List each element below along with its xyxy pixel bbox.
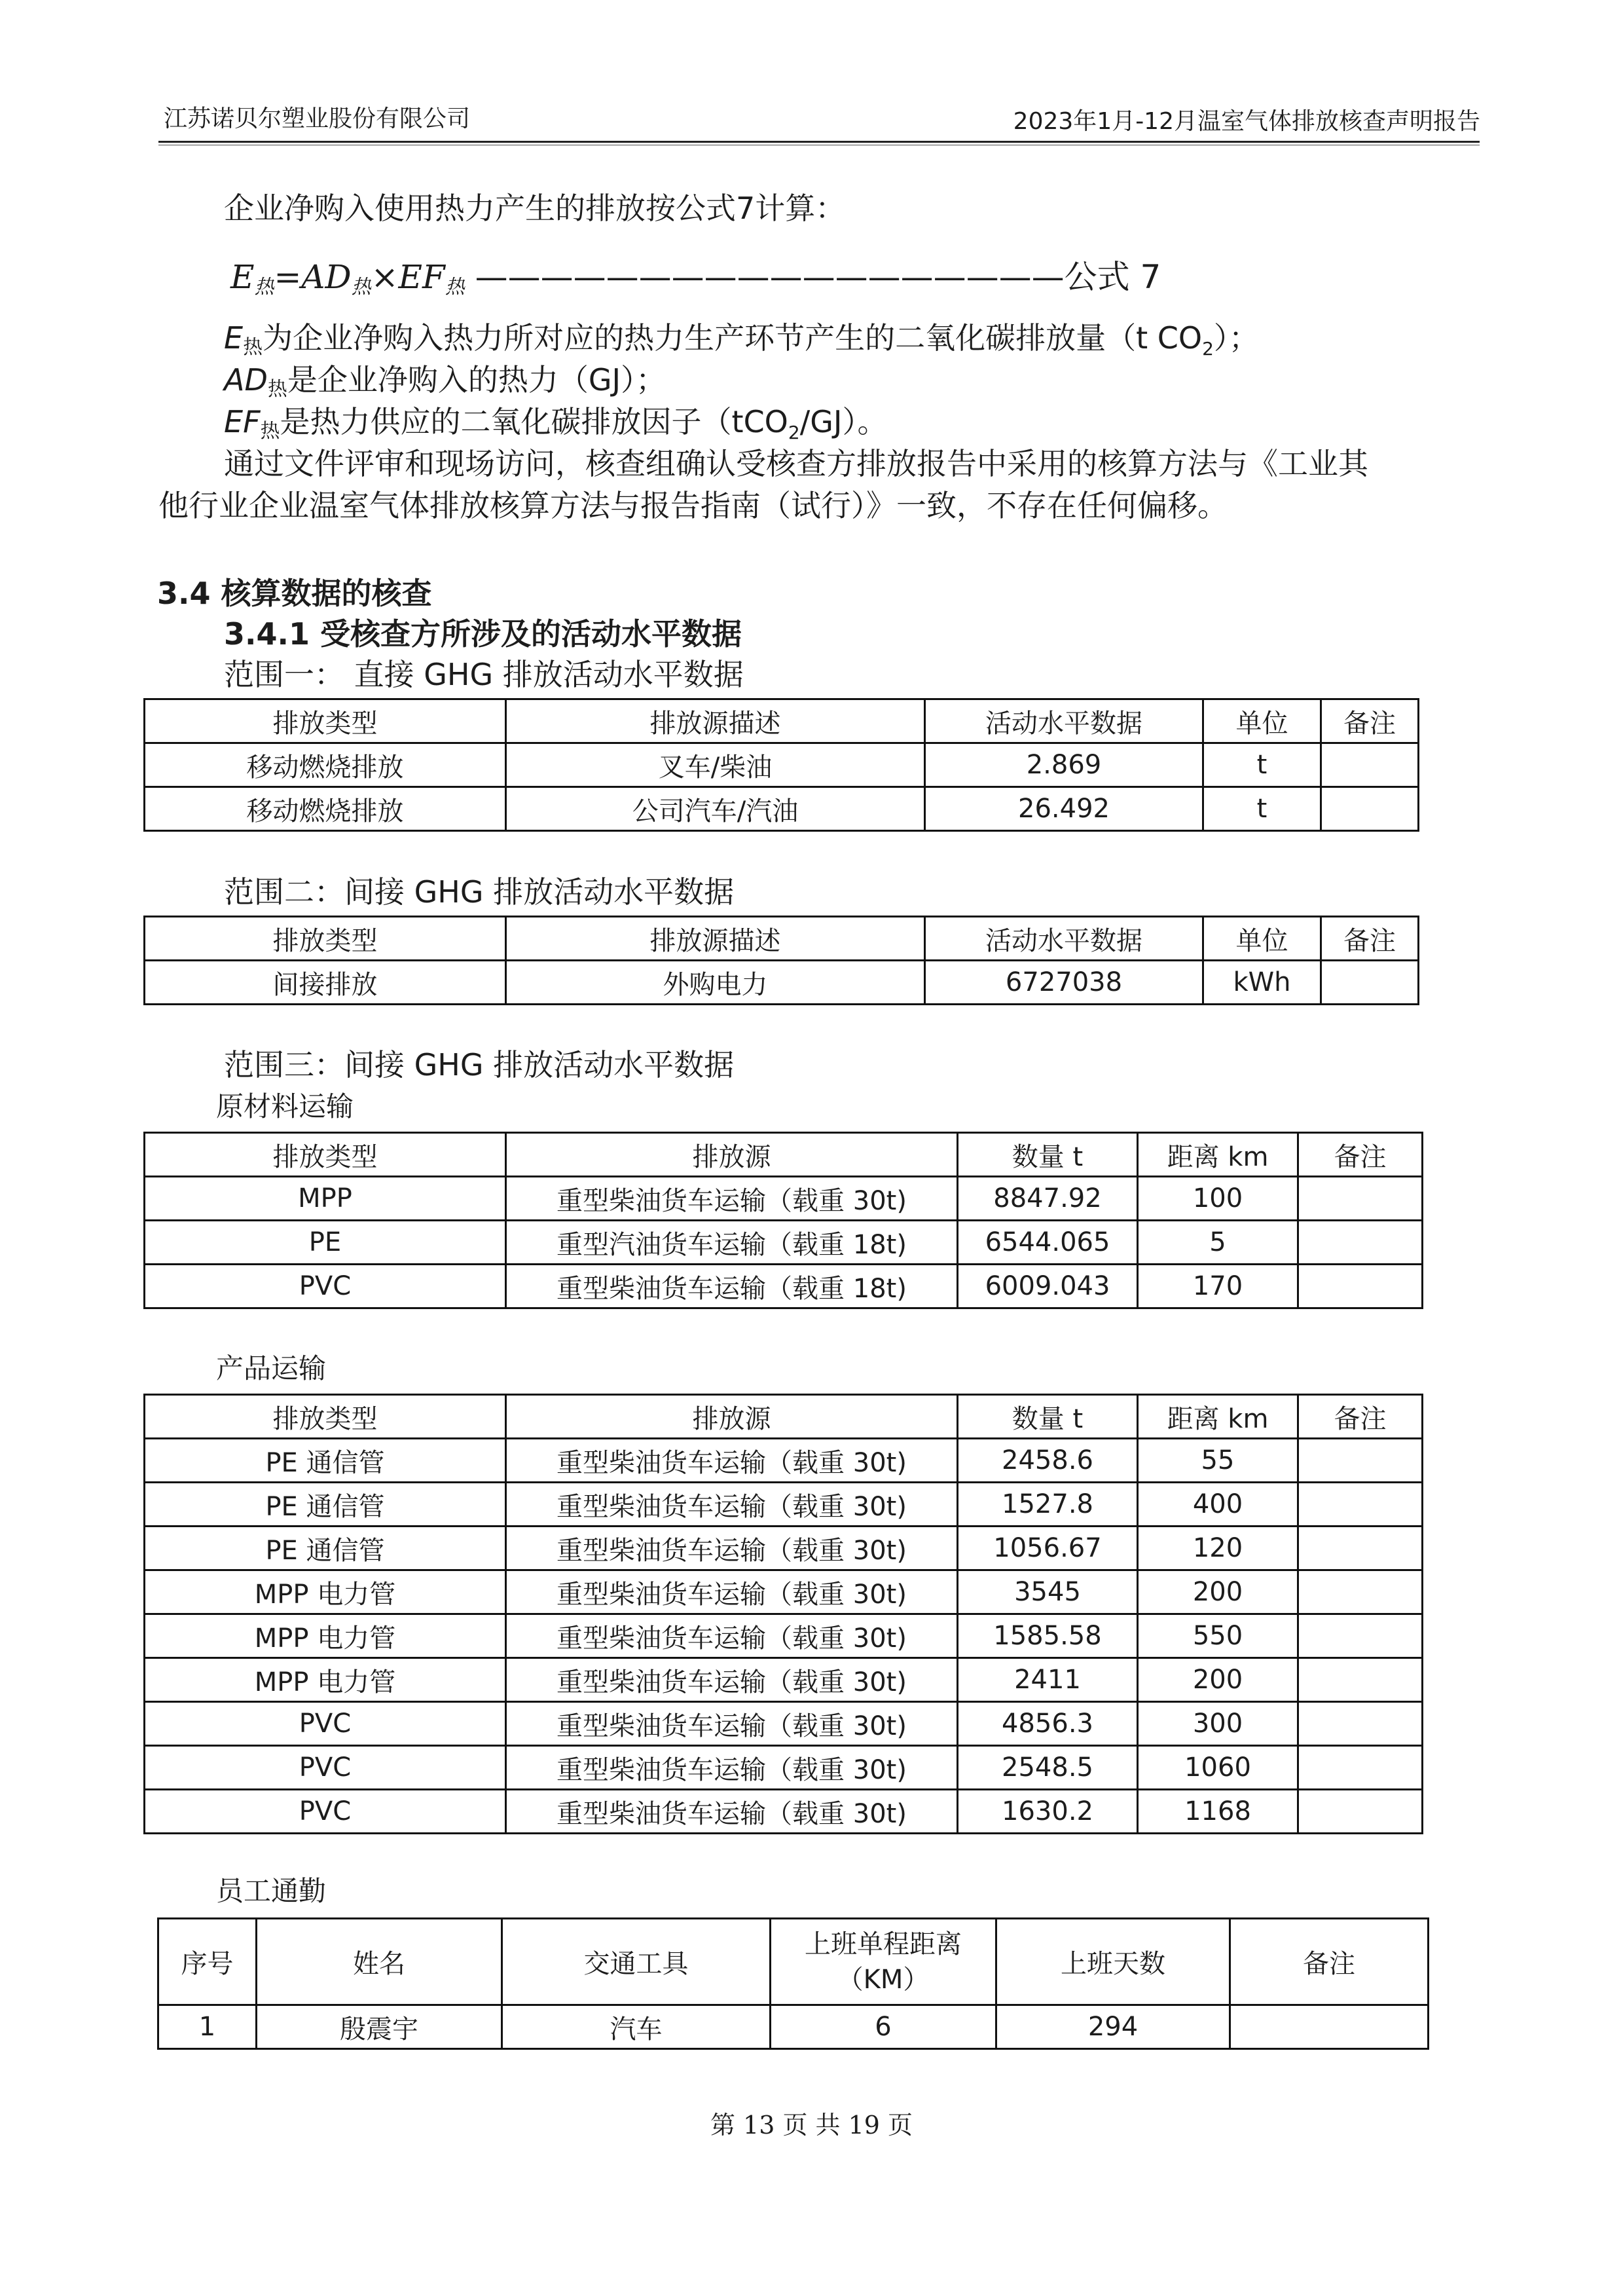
cell: 重型柴油货车运输（载重 30t) (506, 1439, 958, 1483)
cell: 5 (1138, 1221, 1298, 1265)
table-header-row (158, 1919, 1429, 2005)
definition-ef (224, 403, 887, 445)
header-rule (158, 141, 1480, 143)
definition-ad (224, 361, 666, 403)
cell: 殷震宇 (257, 2005, 502, 2049)
cell: MPP 电力管 (145, 1658, 506, 1702)
cell (1298, 1790, 1423, 1834)
definition-e (224, 320, 1259, 361)
conclusion-line-1: 通过文件评审和现场访问，核查组确认受核查方排放报告中采用的核算方法与《工业其 (224, 446, 1368, 481)
scope2-caption: 范围二：间接 GHG 排放活动水平数据 (224, 874, 735, 910)
cell: PVC (145, 1702, 506, 1746)
cell (1298, 1527, 1423, 1570)
header-cell: 单位 (1203, 699, 1321, 743)
scope1-caption: 范围一： 直接 GHG 排放活动水平数据 (224, 657, 744, 692)
header-cell: 距离 km (1138, 1133, 1298, 1177)
header-cell: 序号 (158, 1919, 257, 2005)
cell: 6009.043 (958, 1265, 1138, 1308)
cell (1321, 787, 1419, 831)
cell: 重型柴油货车运输（载重 18t) (506, 1265, 958, 1308)
subsection-heading: 3.4.1 受核查方所涉及的活动水平数据 (224, 616, 742, 652)
table-header-row (145, 917, 1419, 961)
cell: 1056.67 (958, 1527, 1138, 1570)
cell: 重型柴油货车运输（载重 30t) (506, 1570, 958, 1614)
table-row (145, 1439, 1423, 1483)
formula-sub: 热 (351, 276, 371, 299)
formula-var-ad: =AD (274, 258, 352, 296)
cell: kWh (1203, 961, 1321, 1005)
cell: 55 (1138, 1439, 1298, 1483)
cell: PVC (145, 1265, 506, 1308)
product-transport-table (143, 1394, 1423, 1834)
page-number: 第 13 页 共 19 页 (710, 2111, 913, 2139)
header-cell: 排放类型 (145, 1133, 506, 1177)
cell: 6 (771, 2005, 996, 2049)
table-row (145, 1221, 1423, 1265)
cell: PVC (145, 1790, 506, 1834)
cell: 6544.065 (958, 1221, 1138, 1265)
cell: 1 (158, 2005, 257, 2049)
header-cell: 备注 (1230, 1919, 1429, 2005)
cell: 重型柴油货车运输（载重 30t) (506, 1702, 958, 1746)
def-symbol: E (224, 320, 244, 356)
cell: 120 (1138, 1527, 1298, 1570)
cell: t (1203, 743, 1321, 787)
cell: 2458.6 (958, 1439, 1138, 1483)
formula-sub: 热 (445, 276, 465, 299)
product-caption: 产品运输 (216, 1352, 327, 1384)
formula-var-e: E (230, 258, 255, 296)
cell: 100 (1138, 1177, 1298, 1221)
header-cell: 排放类型 (145, 699, 506, 743)
table-row (145, 1265, 1423, 1308)
header-cell: 备注 (1321, 699, 1419, 743)
table-row (145, 1570, 1423, 1614)
header-cell: 数量 t (958, 1133, 1138, 1177)
table-row (145, 1658, 1423, 1702)
header-cell: 距离 km (1138, 1395, 1298, 1439)
table-row (145, 1746, 1423, 1790)
cell: 1527.8 (958, 1483, 1138, 1527)
cell (1298, 1221, 1423, 1265)
cell (1230, 2005, 1429, 2049)
header-cell: 交通工具 (502, 1919, 771, 2005)
commute-table (157, 1917, 1429, 2050)
header-cell: 排放类型 (145, 1395, 506, 1439)
cell: 重型柴油货车运输（载重 30t) (506, 1746, 958, 1790)
cell (1298, 1746, 1423, 1790)
def-symbol-sub: 热 (243, 336, 263, 359)
header-cell-distance-line2: （KM） (837, 1964, 930, 1995)
cell: 1585.58 (958, 1614, 1138, 1658)
header-cell-distance-line1: 上班单程距离 (805, 1929, 962, 1959)
header-cell: 数量 t (958, 1395, 1138, 1439)
header-cell: 备注 (1298, 1395, 1423, 1439)
cell: PE 通信管 (145, 1439, 506, 1483)
cell: 1168 (1138, 1790, 1298, 1834)
def-text-sub: 2 (1202, 338, 1214, 360)
cell: MPP 电力管 (145, 1570, 506, 1614)
cell: 重型柴油货车运输（载重 30t) (506, 1527, 958, 1570)
cell (1321, 961, 1419, 1005)
table-header-row (145, 1395, 1423, 1439)
def-symbol: EF (224, 404, 261, 439)
cell: 汽车 (502, 2005, 771, 2049)
def-symbol: AD (224, 362, 268, 398)
cell: PVC (145, 1746, 506, 1790)
cell: 170 (1138, 1265, 1298, 1308)
table-row (145, 1177, 1423, 1221)
cell (1298, 1439, 1423, 1483)
cell: t (1203, 787, 1321, 831)
cell: 6727038 (925, 961, 1203, 1005)
table-header-row (145, 1133, 1423, 1177)
def-symbol-sub: 热 (267, 378, 287, 401)
cell: 400 (1138, 1483, 1298, 1527)
cell: 重型柴油货车运输（载重 30t) (506, 1790, 958, 1834)
cell: 2411 (958, 1658, 1138, 1702)
header-cell: 姓名 (257, 1919, 502, 2005)
formula-label: 公式 7 (1064, 258, 1161, 296)
cell: 300 (1138, 1702, 1298, 1746)
cell: 3545 (958, 1570, 1138, 1614)
cell: 间接排放 (145, 961, 506, 1005)
formula-var-ef: ×EF (371, 258, 445, 296)
table-header-row (145, 699, 1419, 743)
table-row (145, 1702, 1423, 1746)
cell (1298, 1265, 1423, 1308)
cell (1298, 1658, 1423, 1702)
table-row (145, 1527, 1423, 1570)
cell: 1630.2 (958, 1790, 1138, 1834)
header-cell: 备注 (1321, 917, 1419, 961)
cell (1298, 1177, 1423, 1221)
header-company: 江苏诺贝尔塑业股份有限公司 (164, 105, 471, 132)
header-cell-distance (771, 1919, 996, 2005)
header-cell: 单位 (1203, 917, 1321, 961)
cell: 公司汽车/汽油 (506, 787, 925, 831)
header-cell: 排放源 (506, 1133, 958, 1177)
section-heading: 3.4 核算数据的核查 (157, 576, 432, 611)
cell: 重型柴油货车运输（载重 30t) (506, 1658, 958, 1702)
def-text-after: ）； (1213, 320, 1259, 356)
table-row (145, 1483, 1423, 1527)
header-cell: 备注 (1298, 1133, 1423, 1177)
def-text-sub: 2 (788, 422, 800, 443)
cell (1298, 1702, 1423, 1746)
cell: 8847.92 (958, 1177, 1138, 1221)
cell: 4856.3 (958, 1702, 1138, 1746)
raw-material-caption: 原材料运输 (216, 1090, 354, 1122)
header-cell: 排放类型 (145, 917, 506, 961)
cell (1298, 1570, 1423, 1614)
table-row (145, 743, 1419, 787)
header-cell: 排放源描述 (506, 917, 925, 961)
cell: 1060 (1138, 1746, 1298, 1790)
cell (1298, 1483, 1423, 1527)
header-report-title: 2023年1月-12月温室气体排放核查声明报告 (1013, 108, 1480, 135)
cell: 26.492 (925, 787, 1203, 831)
formula-7 (230, 257, 1161, 302)
conclusion-line-2: 他行业企业温室气体排放核算方法与报告指南（试行）》一致，不存在任何偏移。 (158, 488, 1228, 523)
def-text: 为企业净购入热力所对应的热力生产环节产生的二氧化碳排放量（t CO (263, 320, 1203, 356)
cell: 重型汽油货车运输（载重 18t) (506, 1221, 958, 1265)
cell: 移动燃烧排放 (145, 743, 506, 787)
table-row (145, 961, 1419, 1005)
def-text-after: /GJ）。 (799, 404, 888, 439)
table-row (145, 787, 1419, 831)
cell: 重型柴油货车运输（载重 30t) (506, 1483, 958, 1527)
cell: 294 (996, 2005, 1230, 2049)
cell (1321, 743, 1419, 787)
scope3-caption: 范围三：间接 GHG 排放活动水平数据 (224, 1047, 735, 1083)
scope1-table (143, 698, 1419, 832)
header-cell: 活动水平数据 (925, 699, 1203, 743)
cell: 200 (1138, 1570, 1298, 1614)
formula-dashes: —————————————————— (464, 258, 1065, 296)
cell (1298, 1614, 1423, 1658)
raw-material-table (143, 1132, 1423, 1309)
cell: 2548.5 (958, 1746, 1138, 1790)
table-row (145, 1790, 1423, 1834)
header-cell: 排放源 (506, 1395, 958, 1439)
commute-caption: 员工通勤 (216, 1875, 327, 1907)
cell: 重型柴油货车运输（载重 30t) (506, 1614, 958, 1658)
cell: 200 (1138, 1658, 1298, 1702)
scope2-table (143, 916, 1419, 1005)
table-row (158, 2005, 1429, 2049)
cell: 重型柴油货车运输（载重 30t) (506, 1177, 958, 1221)
def-text: 是企业净购入的热力（GJ）； (287, 362, 666, 398)
cell: 2.869 (925, 743, 1203, 787)
cell: PE 通信管 (145, 1483, 506, 1527)
def-symbol-sub: 热 (260, 420, 280, 443)
header-cell: 上班天数 (996, 1919, 1230, 2005)
cell: MPP 电力管 (145, 1614, 506, 1658)
table-row (145, 1614, 1423, 1658)
cell: 外购电力 (506, 961, 925, 1005)
cell: PE (145, 1221, 506, 1265)
def-text: 是热力供应的二氧化碳排放因子（tCO (280, 404, 788, 439)
cell: 550 (1138, 1614, 1298, 1658)
intro-line: 企业净购入使用热力产生的排放按公式7计算： (224, 191, 846, 226)
formula-sub: 热 (254, 276, 274, 299)
cell: 移动燃烧排放 (145, 787, 506, 831)
header-cell: 排放源描述 (506, 699, 925, 743)
cell: PE 通信管 (145, 1527, 506, 1570)
cell: MPP (145, 1177, 506, 1221)
header-cell: 活动水平数据 (925, 917, 1203, 961)
cell: 叉车/柴油 (506, 743, 925, 787)
